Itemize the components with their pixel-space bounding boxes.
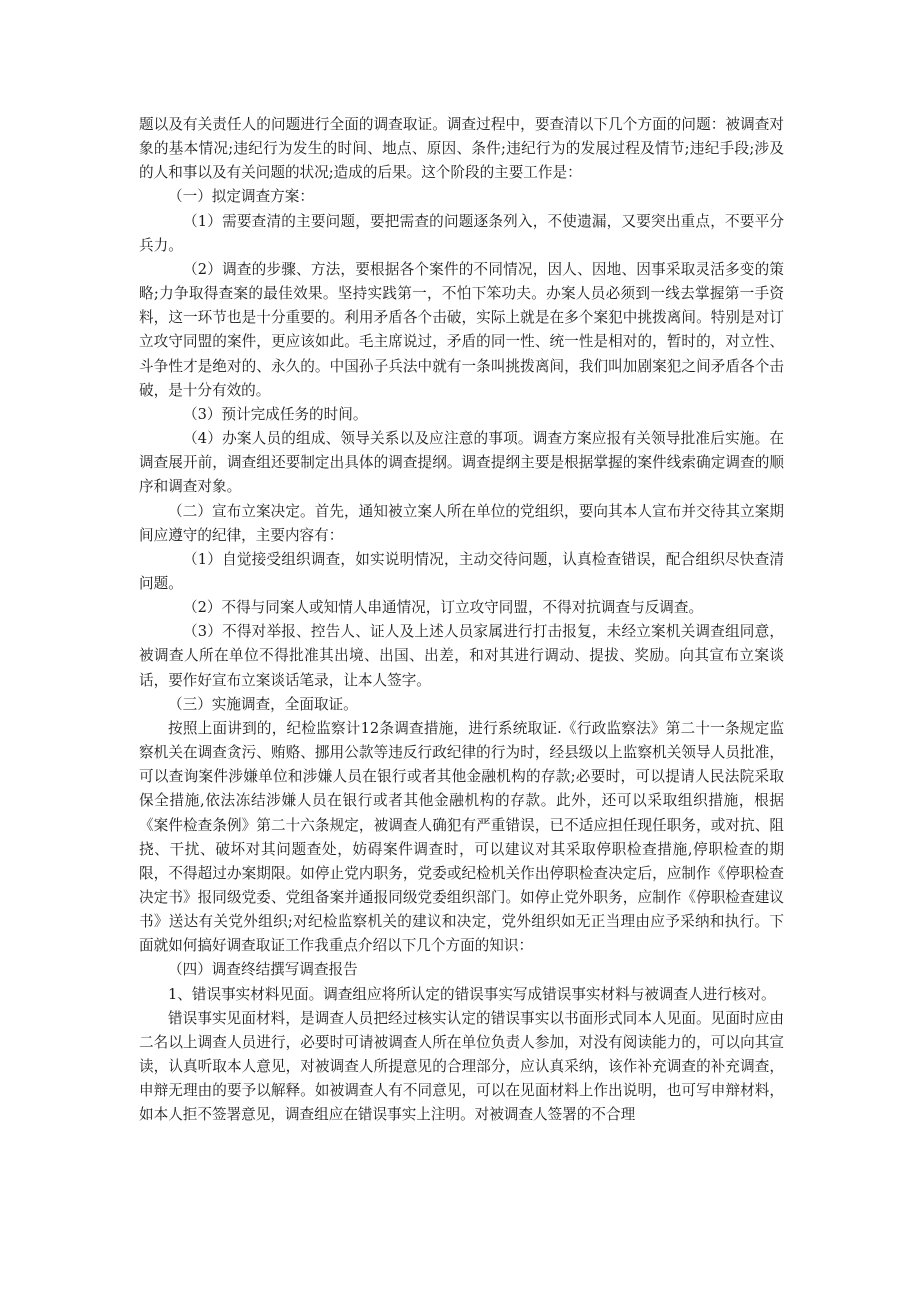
paragraph-fact-materials: 错误事实见面材料，是调查人员把经过核实认定的错误事实以书面形式同本人见面。见面时应由二名以上调查人员进行，必要时可请被调查人所在单位负责人参加，对没有阅读能力的，可以向其宣读，认真听取本人意见，对被调查人所提意见的合理部分，应认真采纳，该作补充调查的补充调查，申辩无理由的要予以解释。如被调查人有不同意见，可以在见面材料上作出说明，也可写申辩材料，如本人拒不签署意见，调查组应在错误事实上注明。对被调查人签署的不合理 <box>139 1009 784 1124</box>
document-body <box>139 113 784 1128</box>
paragraph-measures: 按照上面讲到的，纪检监察计12条调查措施，进行系统取证.《行政监察法》第二十一条规定监察机关在调查贪污、贿赂、挪用公款等违反行政纪律的行为时，经县级以上监察机关领导人员批准，可以查询案件涉嫌单位和涉嫌人员在银行或者其他金融机构的存款;必要时，可以提请人民法院采取保全措施,依法冻结涉嫌人员在银行或者其他金融机构的存款。此外，还可以采取组织措施，根据《案件检查条例》第二十六条规定，被调查人确犯有严重错误，已不适应担任现任职务，或对抗、阻挠、干扰、破坏对其问题查处，妨碍案件调查时，可以建议对其采取停职检查措施,停职检查的期限，不得超过办案期限。如停止党内职务，党委或纪检机关作出停职检查决定后，应制作《停职检查决定书》报同级党委、党组备案并通报同级党委组织部门。如停止党外职务，应制作《停职检查建议书》送达有关党外组织;对纪检监察机关的建议和决定，党外组织如无正当理由应予采纳和执行。下面就如何搞好调查取证工作我重点介绍以下几个方面的知识： <box>139 719 784 955</box>
list-item: （1）需要查清的主要问题，要把需查的问题逐条列入，不使遗漏，又要突出重点，不要平分兵力。 <box>139 212 784 254</box>
list-item: （3）不得对举报、控告人、证人及上述人员家属进行打击报复，未经立案机关调查组同意，被调查人所在单位不得批准其出境、出国、出差，和对其进行调动、提拔、奖励。向其宣布立案谈话，要作好宣布立案谈话笔录，让本人签字。 <box>139 623 784 689</box>
section-heading-3: （三）实施调查，全面取证。 <box>168 695 358 713</box>
section-heading-2: （二）宣布立案决定。首先，通知被立案人所在单位的党组织，要向其本人宣布并交待其立案期间应遵守的纪律，主要内容有： <box>139 502 784 544</box>
paragraph-intro: 题以及有关责任人的问题进行全面的调查取证。调查过程中，要查清以下几个方面的问题：被调查对象的基本情况;违纪行为发生的时间、地点、原因、条件;违纪行为的发展过程及情节;违纪手段;涉及的人和事以及有关问题的状况;造成的后果。这个阶段的主要工作是： <box>139 116 784 182</box>
list-item: （4）办案人员的组成、领导关系以及应注意的事项。调查方案应报有关领导批准后实施。在调查展开前，调查组还要制定出具体的调查提纲。调查提纲主要是根据掌握的案件线索确定调查的顺序和调查对象。 <box>139 430 784 496</box>
paragraph-fact-review: 1、错误事实材料见面。调查组应将所认定的错误事实写成错误事实材料与被调查人进行核对。 <box>168 985 776 1003</box>
list-item: （2）不得与同案人或知情人串通情况，订立攻守同盟，不得对抗调查与反调查。 <box>183 599 704 617</box>
list-item: （3）预计完成任务的时间。 <box>183 405 368 423</box>
section-heading-4: （四）调查终结撰写调查报告 <box>168 961 358 979</box>
section-heading-1: （一）拟定调查方案： <box>168 188 314 206</box>
list-item: （2）调查的步骤、方法，要根据各个案件的不同情况，因人、因地、因事采取灵活多变的策略;力争取得查案的最佳效果。坚持实践第一，不怕下笨功夫。办案人员必须到一线去掌握第一手资料，这一环节也是十分重要的。利用矛盾各个击破，实际上就是在多个案犯中挑拨离间。特别是对订立攻守同盟的案件，更应该如此。毛主席说过，矛盾的同一性、统一性是相对的，暂时的，对立性、斗争性才是绝对的、永久的。中国孙子兵法中就有一条叫挑拨离间，我们叫加剧案犯之间矛盾各个击破，是十分有效的。 <box>139 260 784 399</box>
list-item: （1）自觉接受组织调查，如实说明情况，主动交待问题，认真检查错误，配合组织尽快查清问题。 <box>139 550 784 592</box>
